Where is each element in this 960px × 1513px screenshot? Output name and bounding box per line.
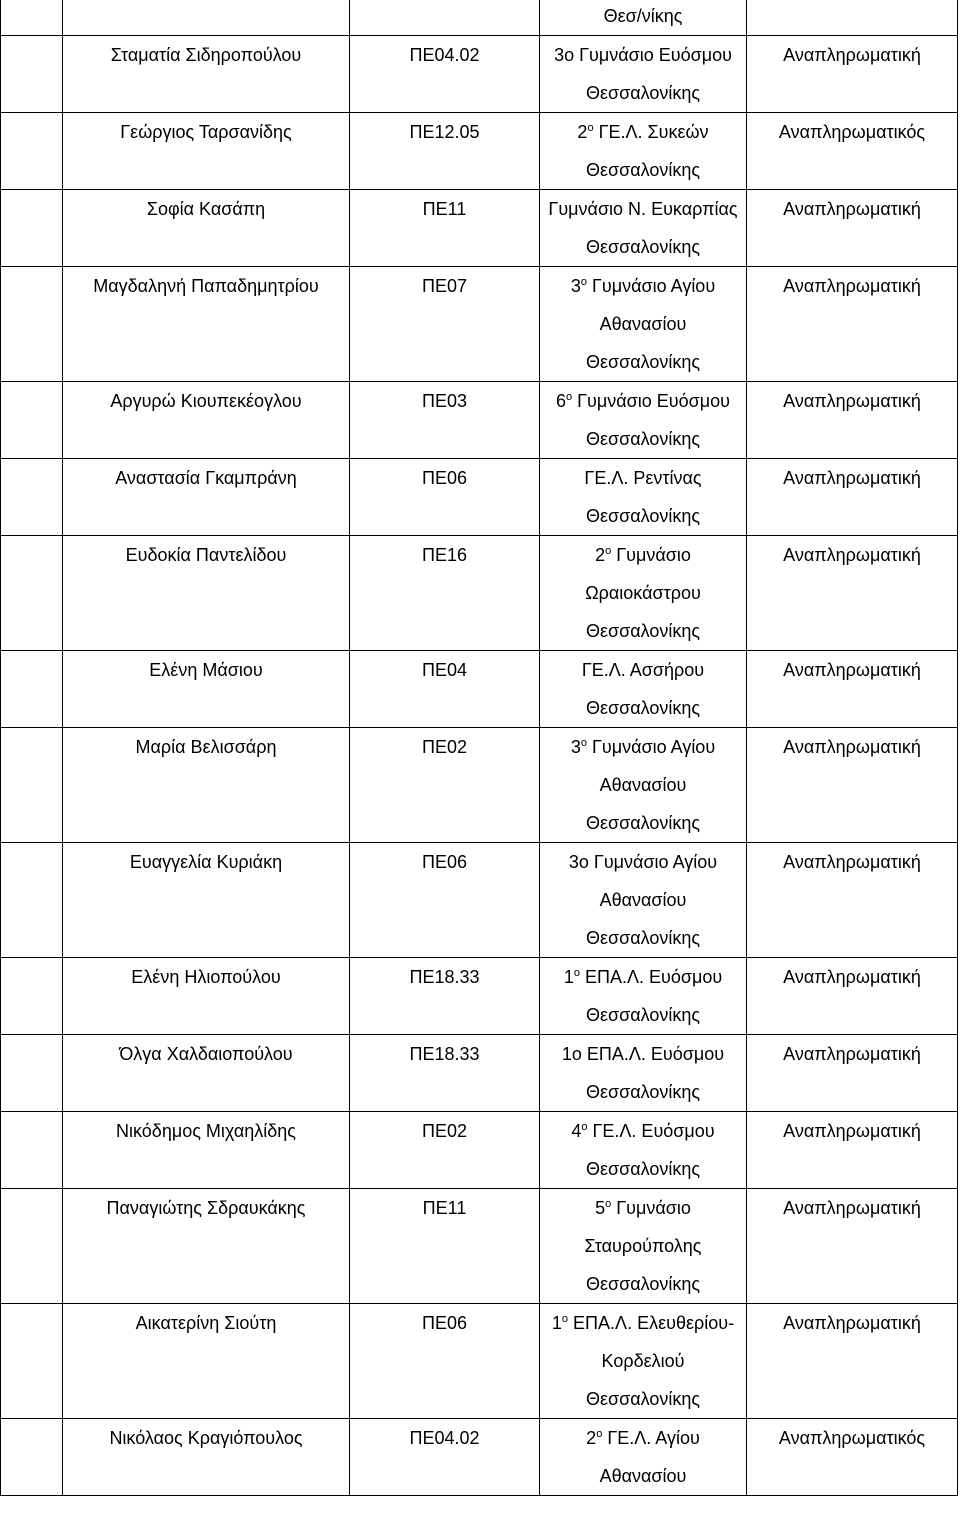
school-line [540,151,746,189]
table-row [1,1189,958,1304]
school-line-text: Θεσσαλονίκης [585,237,701,257]
school-cell [540,536,747,651]
table-body [1,0,958,1496]
specialty-cell: ΠΕ07 [350,267,540,382]
school-line-text: Θεσσαλονίκης [585,1159,701,1179]
row-number-cell [1,536,63,651]
school-cell [540,382,747,459]
school-line-text: 3 [570,737,581,757]
row-number-cell [1,728,63,843]
school-line [540,1457,746,1495]
table-row [1,1304,958,1419]
school-line [540,919,746,957]
school-line-text: Θεσσαλονίκης [585,813,701,833]
school-line-text: Γυμνάσιο Αγίου [586,737,716,757]
name-cell: Αναστασία Γκαμπράνη [63,459,350,536]
school-line-text: Θεσσαλονίκης [585,1082,701,1102]
specialty-cell: ΠΕ06 [350,459,540,536]
school-line [540,1189,746,1227]
school-line-text: Γυμνάσιο Ευόσμου [572,391,730,411]
school-line-text: 6 [556,391,567,411]
table-row [1,1112,958,1189]
school-line [540,1342,746,1380]
ordinal-superscript: ο [573,967,580,979]
row-number-cell [1,1035,63,1112]
row-number-cell [1,113,63,190]
school-line [540,804,746,842]
table-row-continuation [1,0,958,36]
type-cell: Αναπληρωματική [747,1112,958,1189]
row-number-cell [1,459,63,536]
row-number-cell [1,843,63,958]
school-line [540,1073,746,1111]
name-cell: Γεώργιος Ταρσανίδης [63,113,350,190]
type-cell: Αναπληρωματική [747,36,958,113]
school-line: Θεσ/νίκης [603,6,683,26]
school-cell [540,0,747,36]
school-line [540,305,746,343]
school-line-text: 1 [563,967,574,987]
school-line [540,958,746,996]
type-cell: Αναπληρωματική [747,958,958,1035]
school-line-text: ΓΕ.Λ. Ευόσμου [587,1121,715,1141]
school-line-text: Ωραιοκάστρου [585,583,701,603]
school-line [540,1380,746,1418]
school-line-text: ΕΠΑ.Λ. Ελευθερίου- [568,1313,735,1333]
name-cell: Αικατερίνη Σιούτη [63,1304,350,1419]
school-line-text: 1ο ΕΠΑ.Λ. Ευόσμου [561,1044,725,1064]
ordinal-superscript: ο [580,276,587,288]
specialty-cell: ΠΕ04.02 [350,36,540,113]
specialty-cell: ΠΕ06 [350,843,540,958]
table-row [1,958,958,1035]
school-line [540,190,746,228]
type-cell: Αναπληρωματική [747,459,958,536]
school-line [540,843,746,881]
school-cell [540,1419,747,1496]
school-line [540,36,746,74]
specialty-cell: ΠΕ06 [350,1304,540,1419]
school-cell [540,728,747,843]
row-number-cell [1,651,63,728]
school-line [540,612,746,650]
school-line-text: 3ο Γυμνάσιο Ευόσμου [554,45,732,65]
specialty-cell [350,0,540,36]
school-line [540,113,746,151]
school-line-text: 2 [586,1428,597,1448]
table-row [1,382,958,459]
row-number-cell [1,1112,63,1189]
school-line [540,651,746,689]
type-cell [747,0,958,36]
name-cell: Όλγα Χαλδαιοπούλου [63,1035,350,1112]
ordinal-superscript: ο [605,1198,612,1210]
specialty-cell: ΠΕ11 [350,1189,540,1304]
row-number-cell [1,267,63,382]
specialty-cell: ΠΕ02 [350,1112,540,1189]
school-line-text: Θεσσαλονίκης [585,352,701,372]
school-line-text: Θεσσαλονίκης [585,928,701,948]
school-line [540,343,746,381]
school-line-text: Αθανασίου [599,890,687,910]
name-cell [63,0,350,36]
school-line-text: ΓΕ.Λ. Συκεών [593,122,709,142]
school-cell [540,36,747,113]
school-line-text: ΓΕ.Λ. Αγίου [602,1428,700,1448]
school-line-text: ΕΠΑ.Λ. Ευόσμου [579,967,723,987]
school-cell [540,267,747,382]
ordinal-superscript: ο [605,545,612,557]
type-cell: Αναπληρωματική [747,536,958,651]
school-cell [540,459,747,536]
type-cell: Αναπληρωματική [747,843,958,958]
ordinal-superscript: ο [587,122,594,134]
school-line-text: Αθανασίου [599,775,687,795]
school-line-text: Θεσσαλονίκης [585,506,701,526]
school-line-text: ΓΕ.Λ. Ρεντίνας [584,468,702,488]
school-line [540,228,746,266]
school-line-text: Θεσσαλονίκης [585,698,701,718]
type-cell: Αναπληρωματική [747,1035,958,1112]
specialty-cell: ΠΕ04.02 [350,1419,540,1496]
school-line [540,1227,746,1265]
school-cell [540,1112,747,1189]
table-row [1,190,958,267]
school-line [540,574,746,612]
school-line [540,1150,746,1188]
ordinal-superscript: ο [561,1313,569,1325]
specialty-cell: ΠΕ11 [350,190,540,267]
row-number-cell [1,1304,63,1419]
school-cell [540,113,747,190]
name-cell: Αργυρώ Κιουπεκέογλου [63,382,350,459]
table-row [1,536,958,651]
row-number-cell [1,190,63,267]
row-number-cell [1,382,63,459]
table-row [1,113,958,190]
table-row [1,267,958,382]
school-line [540,766,746,804]
type-cell: Αναπληρωματικός [747,113,958,190]
name-cell: Παναγιώτης Σδραυκάκης [63,1189,350,1304]
school-line [540,1265,746,1303]
specialty-cell: ΠΕ18.33 [350,958,540,1035]
school-line-text: Θεσσαλονίκης [585,429,701,449]
school-line [540,1304,746,1342]
type-cell: Αναπληρωματική [747,190,958,267]
table-row [1,36,958,113]
row-number-cell [1,1419,63,1496]
specialty-cell: ΠΕ04 [350,651,540,728]
school-cell [540,1304,747,1419]
name-cell: Ευαγγελία Κυριάκη [63,843,350,958]
school-line-text: Γυμνάσιο [611,545,691,565]
school-line-text: Γυμνάσιο Αγίου [586,276,716,296]
school-cell [540,958,747,1035]
school-line-text: Θεσσαλονίκης [585,1389,701,1409]
name-cell: Ευδοκία Παντελίδου [63,536,350,651]
school-line [540,728,746,766]
school-line-text: Θεσσαλονίκης [585,621,701,641]
school-line [540,382,746,420]
name-cell: Ελένη Ηλιοπούλου [63,958,350,1035]
row-number-cell [1,958,63,1035]
specialty-cell: ΠΕ16 [350,536,540,651]
table-row [1,1035,958,1112]
name-cell: Σταματία Σιδηροπούλου [63,36,350,113]
school-line [540,74,746,112]
school-cell [540,1035,747,1112]
school-line [540,497,746,535]
school-line-text: Γυμνάσιο Ν. Ευκαρπίας [548,199,738,219]
type-cell: Αναπληρωματική [747,1189,958,1304]
specialty-cell: ΠΕ02 [350,728,540,843]
school-line [540,459,746,497]
table-row [1,843,958,958]
school-line-text: 4 [571,1121,582,1141]
school-line-text: 3 [570,276,581,296]
school-line-text: Αθανασίου [599,1466,687,1486]
name-cell: Μαρία Βελισσάρη [63,728,350,843]
school-line [540,1035,746,1073]
type-cell: Αναπληρωματική [747,1304,958,1419]
type-cell: Αναπληρωματική [747,651,958,728]
table-row [1,1419,958,1496]
school-line-text: 1 [551,1313,562,1333]
table-row [1,728,958,843]
type-cell: Αναπληρωματική [747,267,958,382]
ordinal-superscript: ο [581,1121,588,1133]
school-line-text: Θεσσαλονίκης [585,1274,701,1294]
table-row [1,459,958,536]
name-cell: Ελένη Μάσιου [63,651,350,728]
name-cell: Νικόλαος Κραγιόπουλος [63,1419,350,1496]
school-line [540,267,746,305]
school-line [540,689,746,727]
school-line [540,536,746,574]
ordinal-superscript: ο [566,391,573,403]
school-line-text: Κορδελιού [601,1351,685,1371]
school-line-text: Γυμνάσιο [611,1198,691,1218]
specialty-cell: ΠΕ03 [350,382,540,459]
school-line [540,1112,746,1150]
table-row [1,651,958,728]
school-line-text: Αθανασίου [599,314,687,334]
name-cell: Νικόδημος Μιχαηλίδης [63,1112,350,1189]
school-line-text: Σταυρούπολης [584,1236,702,1256]
row-number-cell [1,0,63,36]
school-line [540,881,746,919]
school-line [540,420,746,458]
school-line [540,1419,746,1457]
school-cell [540,843,747,958]
school-line-text: ΓΕ.Λ. Ασσήρου [581,660,705,680]
school-line-text: Θεσσαλονίκης [585,1005,701,1025]
specialty-cell: ΠΕ12.05 [350,113,540,190]
type-cell: Αναπληρωματική [747,382,958,459]
school-line-text: 5 [595,1198,606,1218]
school-line-text: Θεσσαλονίκης [585,160,701,180]
school-line-text: 2 [577,122,588,142]
school-cell [540,651,747,728]
school-line [540,996,746,1034]
name-cell: Σοφία Κασάπη [63,190,350,267]
name-cell: Μαγδαληνή Παπαδημητρίου [63,267,350,382]
ordinal-superscript: ο [580,737,587,749]
school-line-text: 2 [595,545,606,565]
school-line-text: 3ο Γυμνάσιο Αγίου [568,852,718,872]
school-line-text: Θεσσαλονίκης [585,83,701,103]
row-number-cell [1,1189,63,1304]
row-number-cell [1,36,63,113]
type-cell: Αναπληρωματική [747,728,958,843]
school-cell [540,190,747,267]
school-cell [540,1189,747,1304]
ordinal-superscript: ο [596,1428,603,1440]
specialty-cell: ΠΕ18.33 [350,1035,540,1112]
type-cell: Αναπληρωματικός [747,1419,958,1496]
